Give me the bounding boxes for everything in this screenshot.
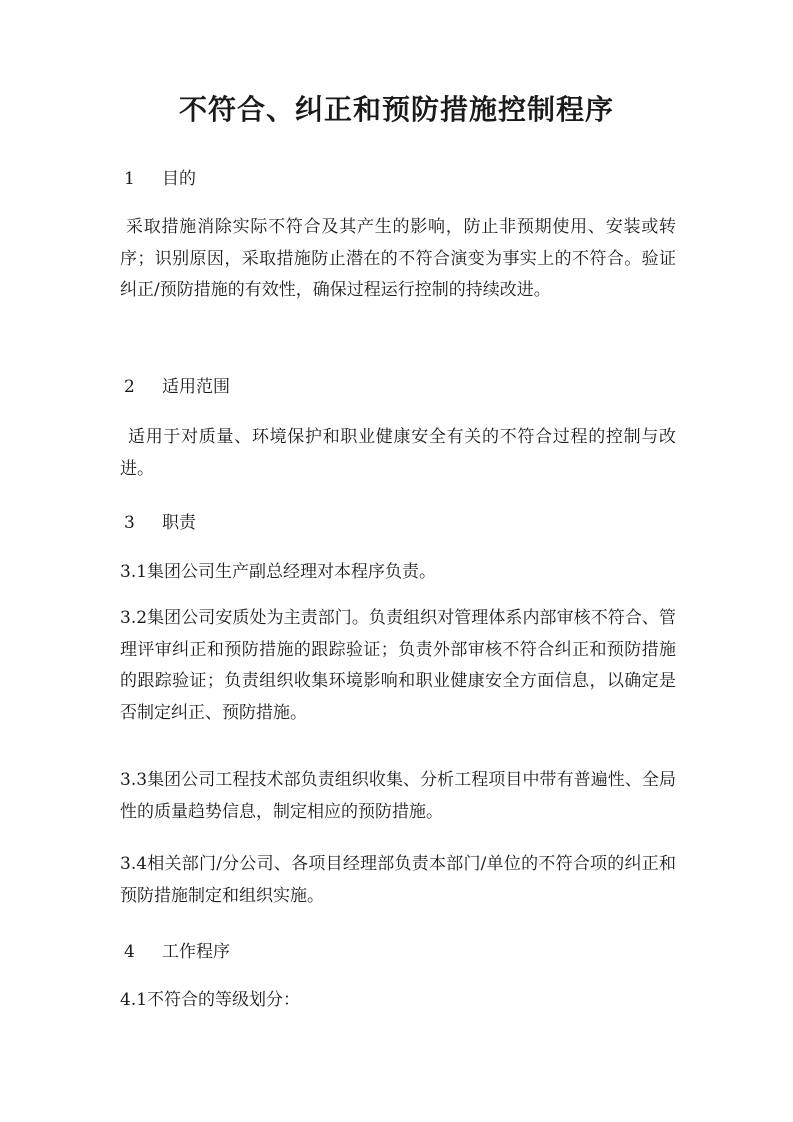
section-heading-duties	[124, 511, 196, 535]
duty-text: 相关部门/分公司、各项目经理部负责本部门/单位的不符合项的纠正和预防措施制定和组织实施。	[120, 854, 676, 906]
section-number: 4	[124, 942, 135, 962]
section-heading-purpose	[124, 167, 196, 191]
duty-number: 3.1	[120, 562, 148, 582]
procedure-item	[120, 985, 676, 1017]
procedure-number: 4.1	[120, 990, 148, 1010]
procedure-text: 不符合的等级划分：	[147, 990, 301, 1010]
duty-number: 3.3	[120, 770, 148, 790]
section-heading-scope	[124, 375, 230, 399]
section-heading-procedure	[124, 940, 230, 964]
scope-paragraph: 适用于对质量、环境保护和职业健康安全有关的不符合过程的控制与改进。	[120, 427, 676, 479]
section-number: 2	[124, 377, 135, 397]
purpose-paragraph: 采取措施消除实际不符合及其产生的影响，防止非预期使用、安装或转序；识别原因，采取措施防止潜在的不符合演变为事实上的不符合。验证纠正/预防措施的有效性，确保过程运行控制的持续改进。	[120, 217, 676, 300]
duty-text: 集团公司生产副总经理对本程序负责。	[147, 562, 437, 582]
duty-item	[120, 603, 676, 729]
duty-item	[120, 765, 676, 828]
duty-text: 集团公司工程技术部负责组织收集、分析工程项目中带有普遍性、全局性的质量趋势信息，制定相应的预防措施。	[120, 770, 676, 822]
section-title: 工作程序	[162, 942, 230, 962]
section-title: 适用范围	[162, 377, 230, 397]
duty-number: 3.2	[120, 608, 148, 628]
section-number: 1	[124, 169, 135, 189]
duty-item	[120, 557, 676, 589]
section-title: 职责	[162, 513, 196, 533]
duty-text: 集团公司安质处为主责部门。负责组织对管理体系内部审核不符合、管理评审纠正和预防措施的跟踪验证；负责外部审核不符合纠正和预防措施的跟踪验证；负责组织收集环境影响和职业健康安全方面信息，以确定是否制定纠正、预防措施。	[120, 608, 676, 723]
document-title: 不符合、纠正和预防措施控制程序	[178, 93, 614, 126]
section-number: 3	[124, 513, 135, 533]
duty-item	[120, 849, 676, 912]
section-title: 目的	[162, 169, 196, 189]
duty-number: 3.4	[120, 854, 148, 874]
